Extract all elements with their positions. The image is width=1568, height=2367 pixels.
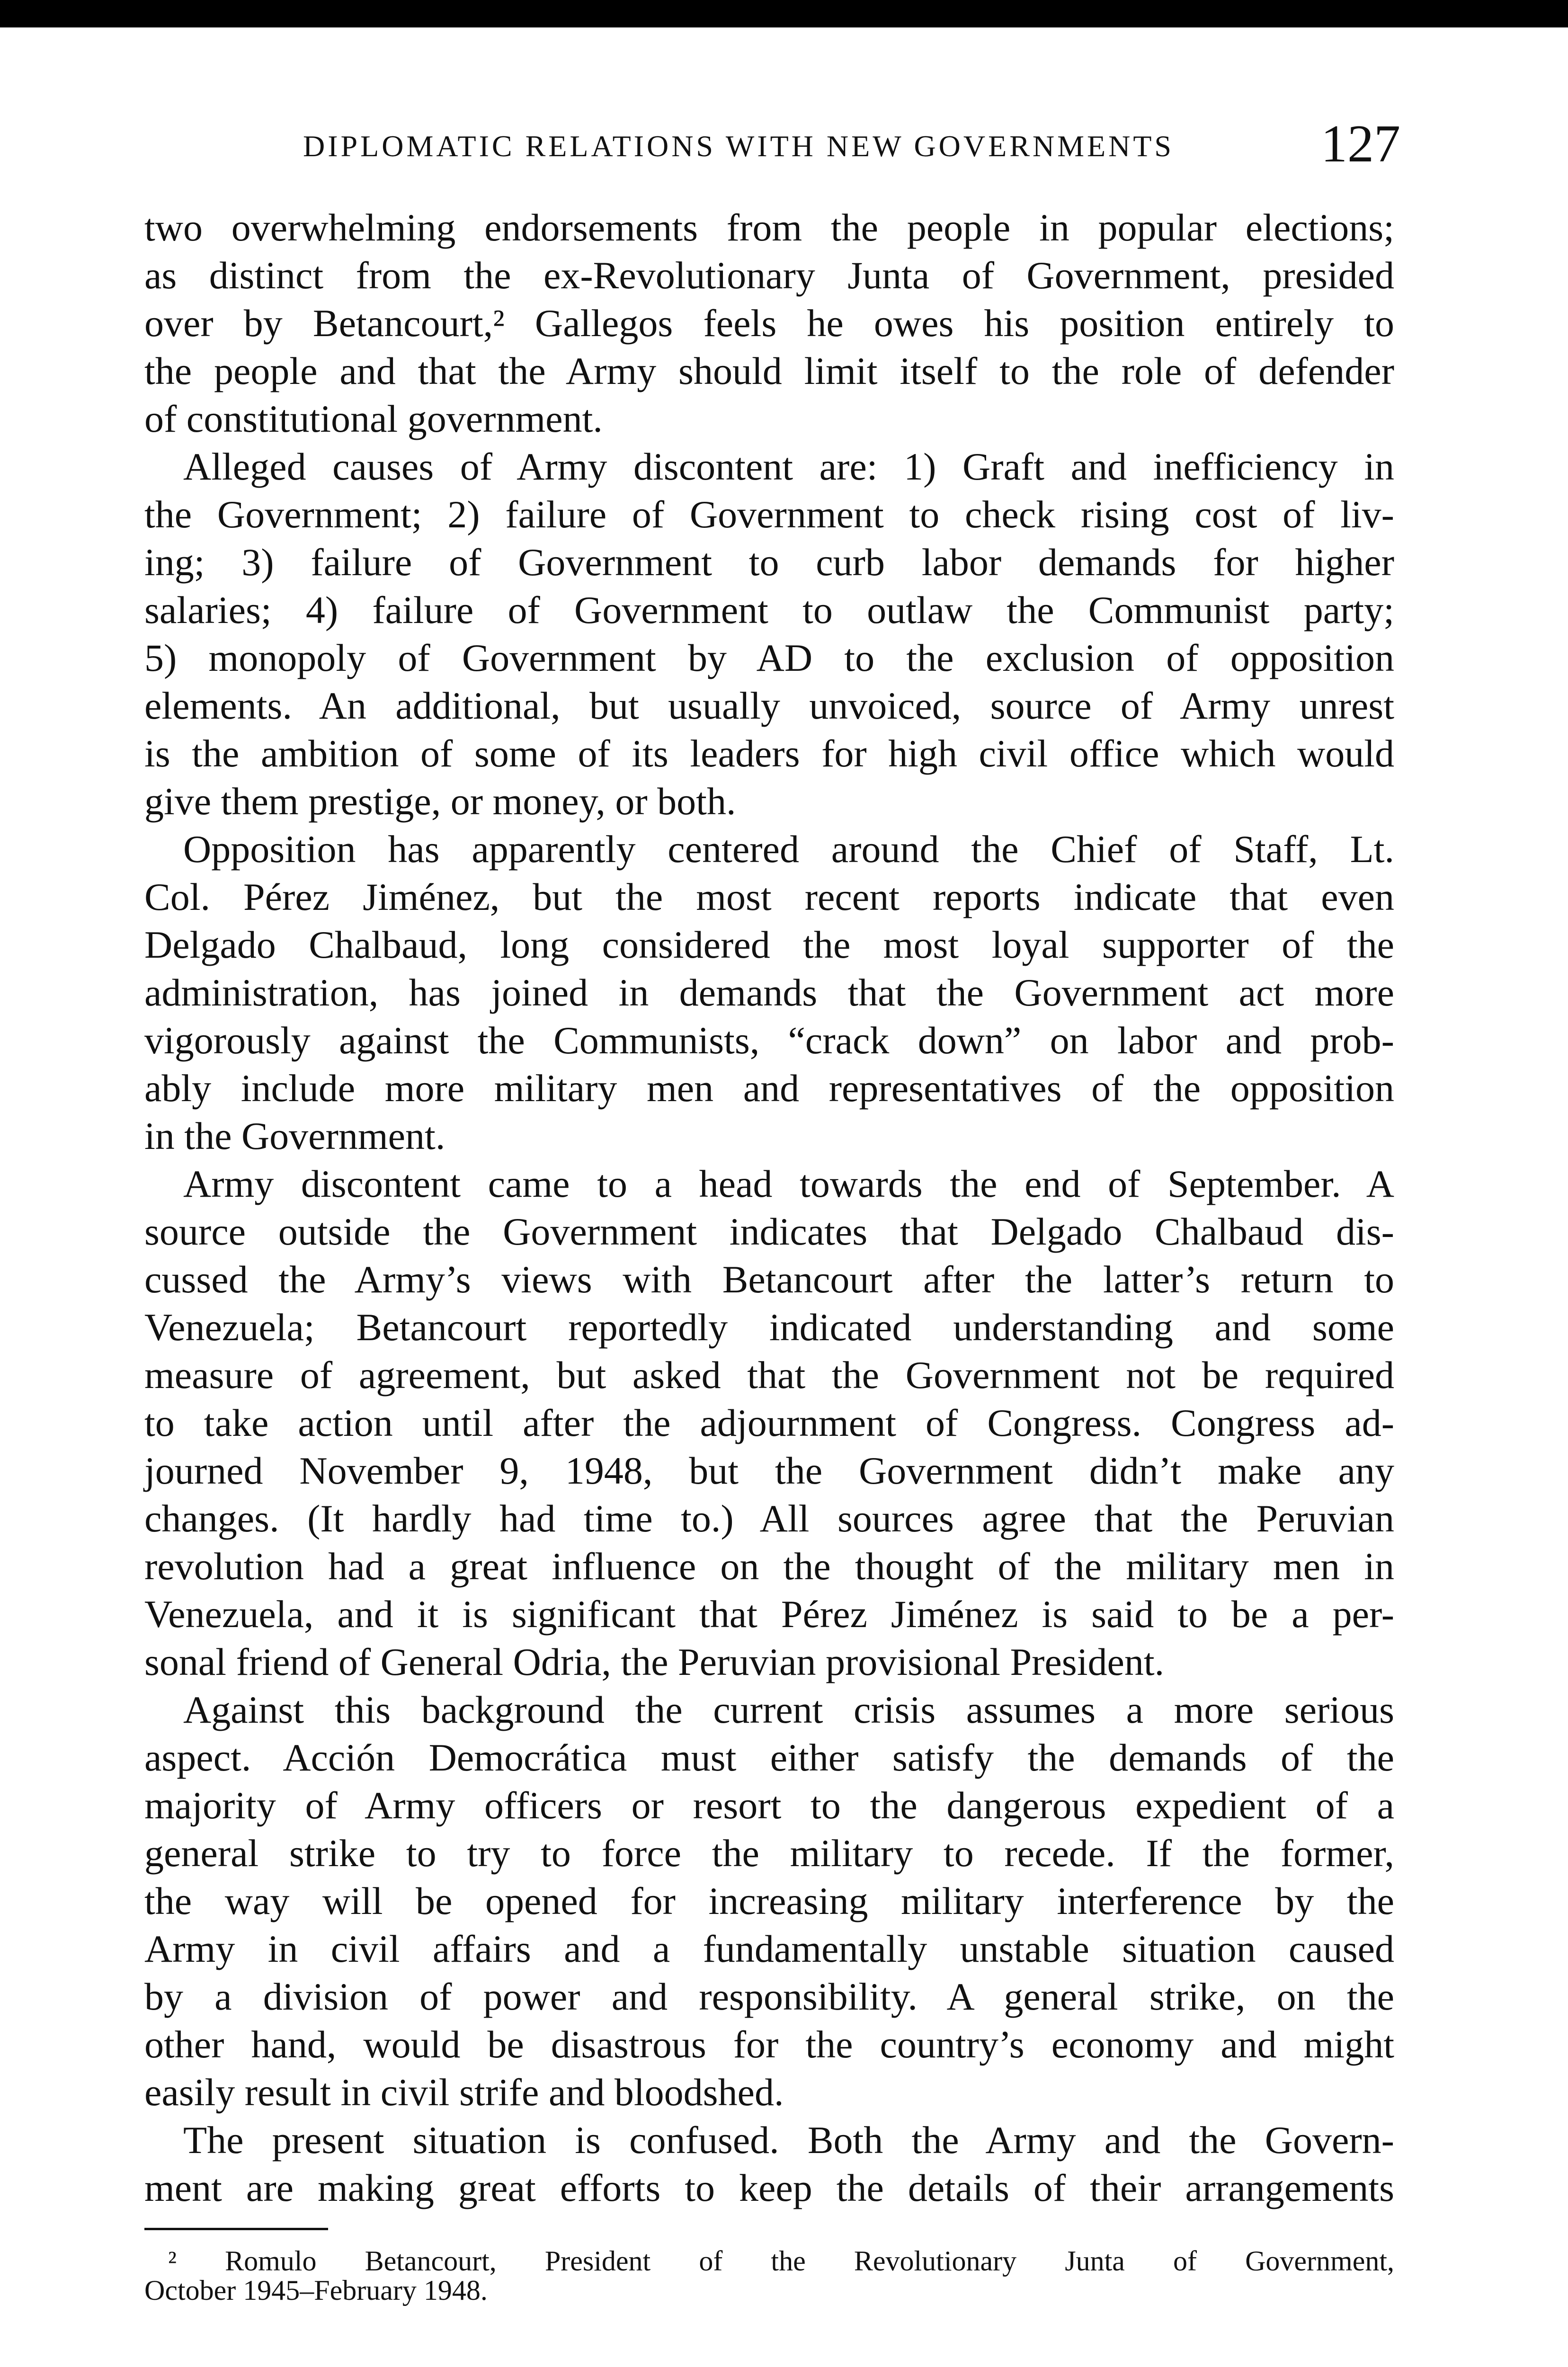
text-line: ing; 3) failure of Government to curb labor demands for higher	[144, 541, 1394, 584]
text-line: revolution had a great influence on the thought of the military men in	[144, 1545, 1394, 1588]
running-head: DIPLOMATIC RELATIONS WITH NEW GOVERNMENTS	[303, 129, 1174, 163]
paragraph	[144, 443, 1394, 825]
text-line: Army discontent came to a head towards the end of September. A	[183, 1162, 1394, 1205]
text-line: Opposition has apparently centered around the Chief of Staff, Lt.	[183, 828, 1394, 871]
text-line: in the Government.	[144, 1114, 445, 1157]
text-line: the Government; 2) failure of Government to check rising cost of liv-	[144, 493, 1394, 536]
text-line: to take action until after the adjournment of Congress. Congress ad-	[144, 1401, 1394, 1444]
paragraph	[144, 1160, 1394, 1686]
text-line: changes. (It hardly had time to.) All sources agree that the Peruvian	[144, 1497, 1394, 1540]
scan-edge-bar	[0, 0, 1568, 27]
text-line: Army in civil affairs and a fundamentally unstable situation caused	[144, 1927, 1394, 1970]
text-line: cussed the Army’s views with Betancourt after the latter’s return to	[144, 1258, 1394, 1301]
text-line: over by Betancourt,² Gallegos feels he owes his position entirely to	[144, 302, 1394, 345]
footnote-line: ² Romulo Betancourt, President of the Revolutionary Junta of Government,	[168, 2245, 1394, 2277]
paragraph	[144, 204, 1394, 443]
text-line: two overwhelming endorsements from the people in popular elections;	[144, 206, 1394, 249]
text-line: aspect. Acción Democrática must either satisfy the demands of the	[144, 1736, 1394, 1779]
paragraph	[144, 1686, 1394, 2116]
text-line: source outside the Government indicates that Delgado Chalbaud dis-	[144, 1210, 1394, 1253]
footnote-rule	[144, 2228, 328, 2230]
text-line: the way will be opened for increasing military interference by the	[144, 1879, 1394, 1922]
text-line: the people and that the Army should limit itself to the role of defender	[144, 349, 1394, 392]
text-line: give them prestige, or money, or both.	[144, 780, 736, 823]
text-line: sonal friend of General Odria, the Peruvian provisional President.	[144, 1640, 1165, 1683]
text-line: measure of agreement, but asked that the Government not be required	[144, 1353, 1394, 1397]
paragraph	[144, 825, 1394, 1160]
text-line: salaries; 4) failure of Government to outlaw the Communist party;	[144, 588, 1394, 632]
text-line: Delgado Chalbaud, long considered the most loyal supporter of the	[144, 923, 1394, 966]
text-line: ably include more military men and representatives of the opposition	[144, 1067, 1394, 1110]
text-line: administration, has joined in demands that the Government act more	[144, 971, 1394, 1014]
text-line: easily result in civil strife and bloodshed.	[144, 2071, 784, 2114]
text-line: Venezuela; Betancourt reportedly indicated understanding and some	[144, 1306, 1394, 1349]
text-line: ment are making great efforts to keep the details of their arrangements	[144, 2166, 1394, 2209]
text-line: elements. An additional, but usually unvoiced, source of Army unrest	[144, 684, 1394, 727]
footnotes	[144, 2246, 1394, 2305]
text-line: general strike to try to force the military to recede. If the former,	[144, 1832, 1394, 1875]
body-text	[144, 204, 1394, 2212]
text-line: The present situation is confused. Both the Army and the Govern-	[183, 2118, 1394, 2162]
text-line: majority of Army officers or resort to the dangerous expedient of a	[144, 1784, 1394, 1827]
text-line: 5) monopoly of Government by AD to the exclusion of opposition	[144, 636, 1394, 679]
text-line: other hand, would be disastrous for the country’s economy and might	[144, 2023, 1394, 2066]
text-line: as distinct from the ex-Revolutionary Junta of Government, presided	[144, 254, 1394, 297]
text-line: is the ambition of some of its leaders for high civil office which would	[144, 732, 1394, 775]
text-line: journed November 9, 1948, but the Government didn’t make any	[144, 1449, 1394, 1492]
text-line: vigorously against the Communists, “crack down” on labor and prob-	[144, 1019, 1394, 1062]
text-line: Venezuela, and it is significant that Pérez Jiménez is said to be a per-	[144, 1593, 1394, 1636]
text-line: Col. Pérez Jiménez, but the most recent reports indicate that even	[144, 875, 1394, 918]
text-line: Against this background the current crisis assumes a more serious	[183, 1688, 1394, 1731]
text-line: by a division of power and responsibility. A general strike, on the	[144, 1975, 1394, 2018]
paragraph	[144, 2116, 1394, 2212]
page-number: 127	[1321, 115, 1400, 173]
text-line: of constitutional government.	[144, 397, 603, 440]
footnote-line: October 1945–February 1948.	[144, 2275, 488, 2306]
text-line: Alleged causes of Army discontent are: 1) Graft and inefficiency in	[183, 445, 1394, 488]
